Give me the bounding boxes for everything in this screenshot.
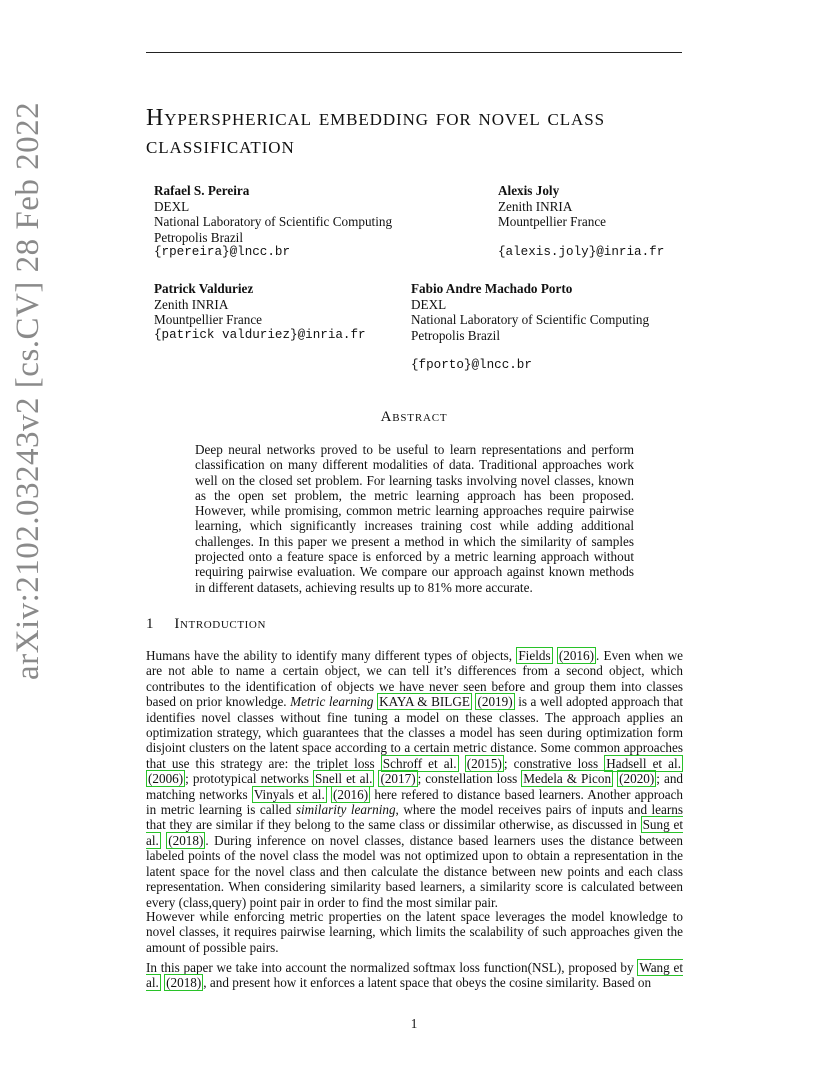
citation-link[interactable]: (2018) [168,832,204,848]
text-run: ; constrative loss [503,755,599,771]
top-rule [146,52,682,53]
section-number: 1 [146,616,155,632]
abstract-text: Deep neural networks proved to be useful to learn representations and perform classification on many different modalities of data. Traditional approaches work well on the closed set problem. For learning tasks involving novel classes, known as the open set problem, the metric learning approach has been proposed. However, while promising, common metric learning approaches require pairwise learning, which significantly increases training cost while adding additional challenges. In this paper we present a method in which the similarity of samples projected onto a feature space is enforced by a metric learning approach without requiring pairwise evaluation. We compare our approach against known methods in different datasets, achieving results up to 81% more accurate. [195,442,634,595]
author-affiliation: DEXL [154,198,190,214]
author-block-3 [154,281,366,343]
author-email: {rpereira}@lncc.br [154,245,291,259]
citation-link[interactable]: (2016) [558,648,594,663]
author-block-2 [498,183,664,260]
author-name: Fabio Andre Machado Porto [411,281,573,296]
text-run: . Even when we are not able to name a certain object, we can tell it’s differences from a second object, which contributes to the identification of objects we have never seen before and group them into classes based on prior knowledge. [146,648,684,710]
author-affiliation: Zenith INRIA [498,198,573,214]
citation-link[interactable]: Hadsell et al. [606,755,681,771]
emphasis-text: Metric learning [290,694,374,710]
citation-link[interactable]: (2018) [166,975,202,991]
citation-link[interactable]: (2006) [148,771,184,787]
citation-link[interactable]: Snell et al. [314,771,373,787]
citation-link[interactable]: (2019) [477,694,513,710]
author-name: Patrick Valduriez [154,281,254,296]
author-affiliation: Mountpellier France [498,214,607,229]
author-affiliation: Petropolis Brazil [411,327,501,343]
text-run: ; and matching networks [146,771,684,802]
citation-link[interactable]: KAYA & BILGE [379,694,470,710]
author-email: {patrick valduriez}@inria.fr [154,327,366,342]
citation-link[interactable]: (2015) [466,755,502,771]
citation-link[interactable]: Vinyals et al. [253,786,325,802]
citation-link[interactable]: Wang et al. [146,960,683,991]
author-block-4 [411,281,649,374]
text-run: . During inference on novel classes, distance based learners uses the distance between labeled points of the novel class the model was not optimized upon to obtain a representation in the latent space for the novel class and then calculate the distance between new points and each class representation. When considering similarity based learners, a similarity score is calculated between every (class,query) point pair in order to find the most similar pair. [146,832,683,910]
author-block-1 [154,183,392,261]
intro-paragraph-2: However while enforcing metric properties on the latent space leverages the model knowledge to novel classes, it requires pairwise learning, which limits the scalability of such approaches given the amount of possible pairs. [146,909,683,955]
abstract-heading: Abstract [380,409,448,425]
author-email: {fporto}@lncc.br [411,358,532,372]
author-name: Alexis Joly [498,183,560,198]
emphasis-text: similarity learning [295,802,396,818]
text-run: ; prototypical networks [185,771,309,787]
citation-link[interactable]: Sung et al. [146,817,683,848]
intro-paragraph-3 [146,960,683,991]
author-email: {alexis.joly}@inria.fr [498,244,665,259]
author-affiliation: National Laboratory of Scientific Computing [154,214,393,229]
citation-link[interactable]: Medela & Picon [523,771,612,787]
arxiv-stamp-text: arXiv:2102.03243v2 [cs.CV] 28 Feb 2022 [10,101,46,680]
text-run: Humans have the ability to identify many different types of objects, [146,648,513,663]
paper-title: Hyperspherical embedding for novel class classification [146,105,605,159]
text-run: ; constellation loss [417,771,518,787]
citation-link[interactable]: (2017) [380,771,416,787]
citation-link[interactable]: Fields [518,648,551,663]
page-number: 1 [410,1016,418,1031]
author-affiliation: Petropolis Brazil [154,229,244,245]
citation-link[interactable]: (2016) [332,786,369,802]
author-affiliation: Mountpellier France [154,312,263,327]
author-affiliation: DEXL [411,296,447,312]
citation-link[interactable]: Schroff et al. [382,755,457,771]
text-run: In this paper we take into account the normalized softmax loss function(NSL), proposed by [146,960,634,975]
text-run: here refered to distance based learners. Another approach in metric learning is called [146,786,684,818]
author-affiliation: Zenith INRIA [154,296,229,312]
section-title: Introduction [174,616,266,632]
text-run: , and present how it enforces a latent space that obeys the cosine similarity. Based on [203,975,652,991]
intro-paragraph-1 [146,648,683,910]
author-name: Rafael S. Pereira [154,183,250,198]
author-affiliation: National Laboratory of Scientific Computing [411,312,650,327]
text-run: is a well adopted approach that identifies novel classes without fine tuning a model on these classes. The approach applies an optimization strategy, which guarantees that the classes a model has seen during optimization form disjoint clusters on the latent space according to a certain metric distance. Some common approaches that use this strategy are: the triplet loss [146,694,684,771]
text-run: , where the model receives pairs of inputs and learns that they are similar if they belong to the same class or dissimilar otherwise, as discussed in [146,802,684,833]
citation-link[interactable]: (2020) [619,771,655,787]
section-heading [146,616,266,633]
